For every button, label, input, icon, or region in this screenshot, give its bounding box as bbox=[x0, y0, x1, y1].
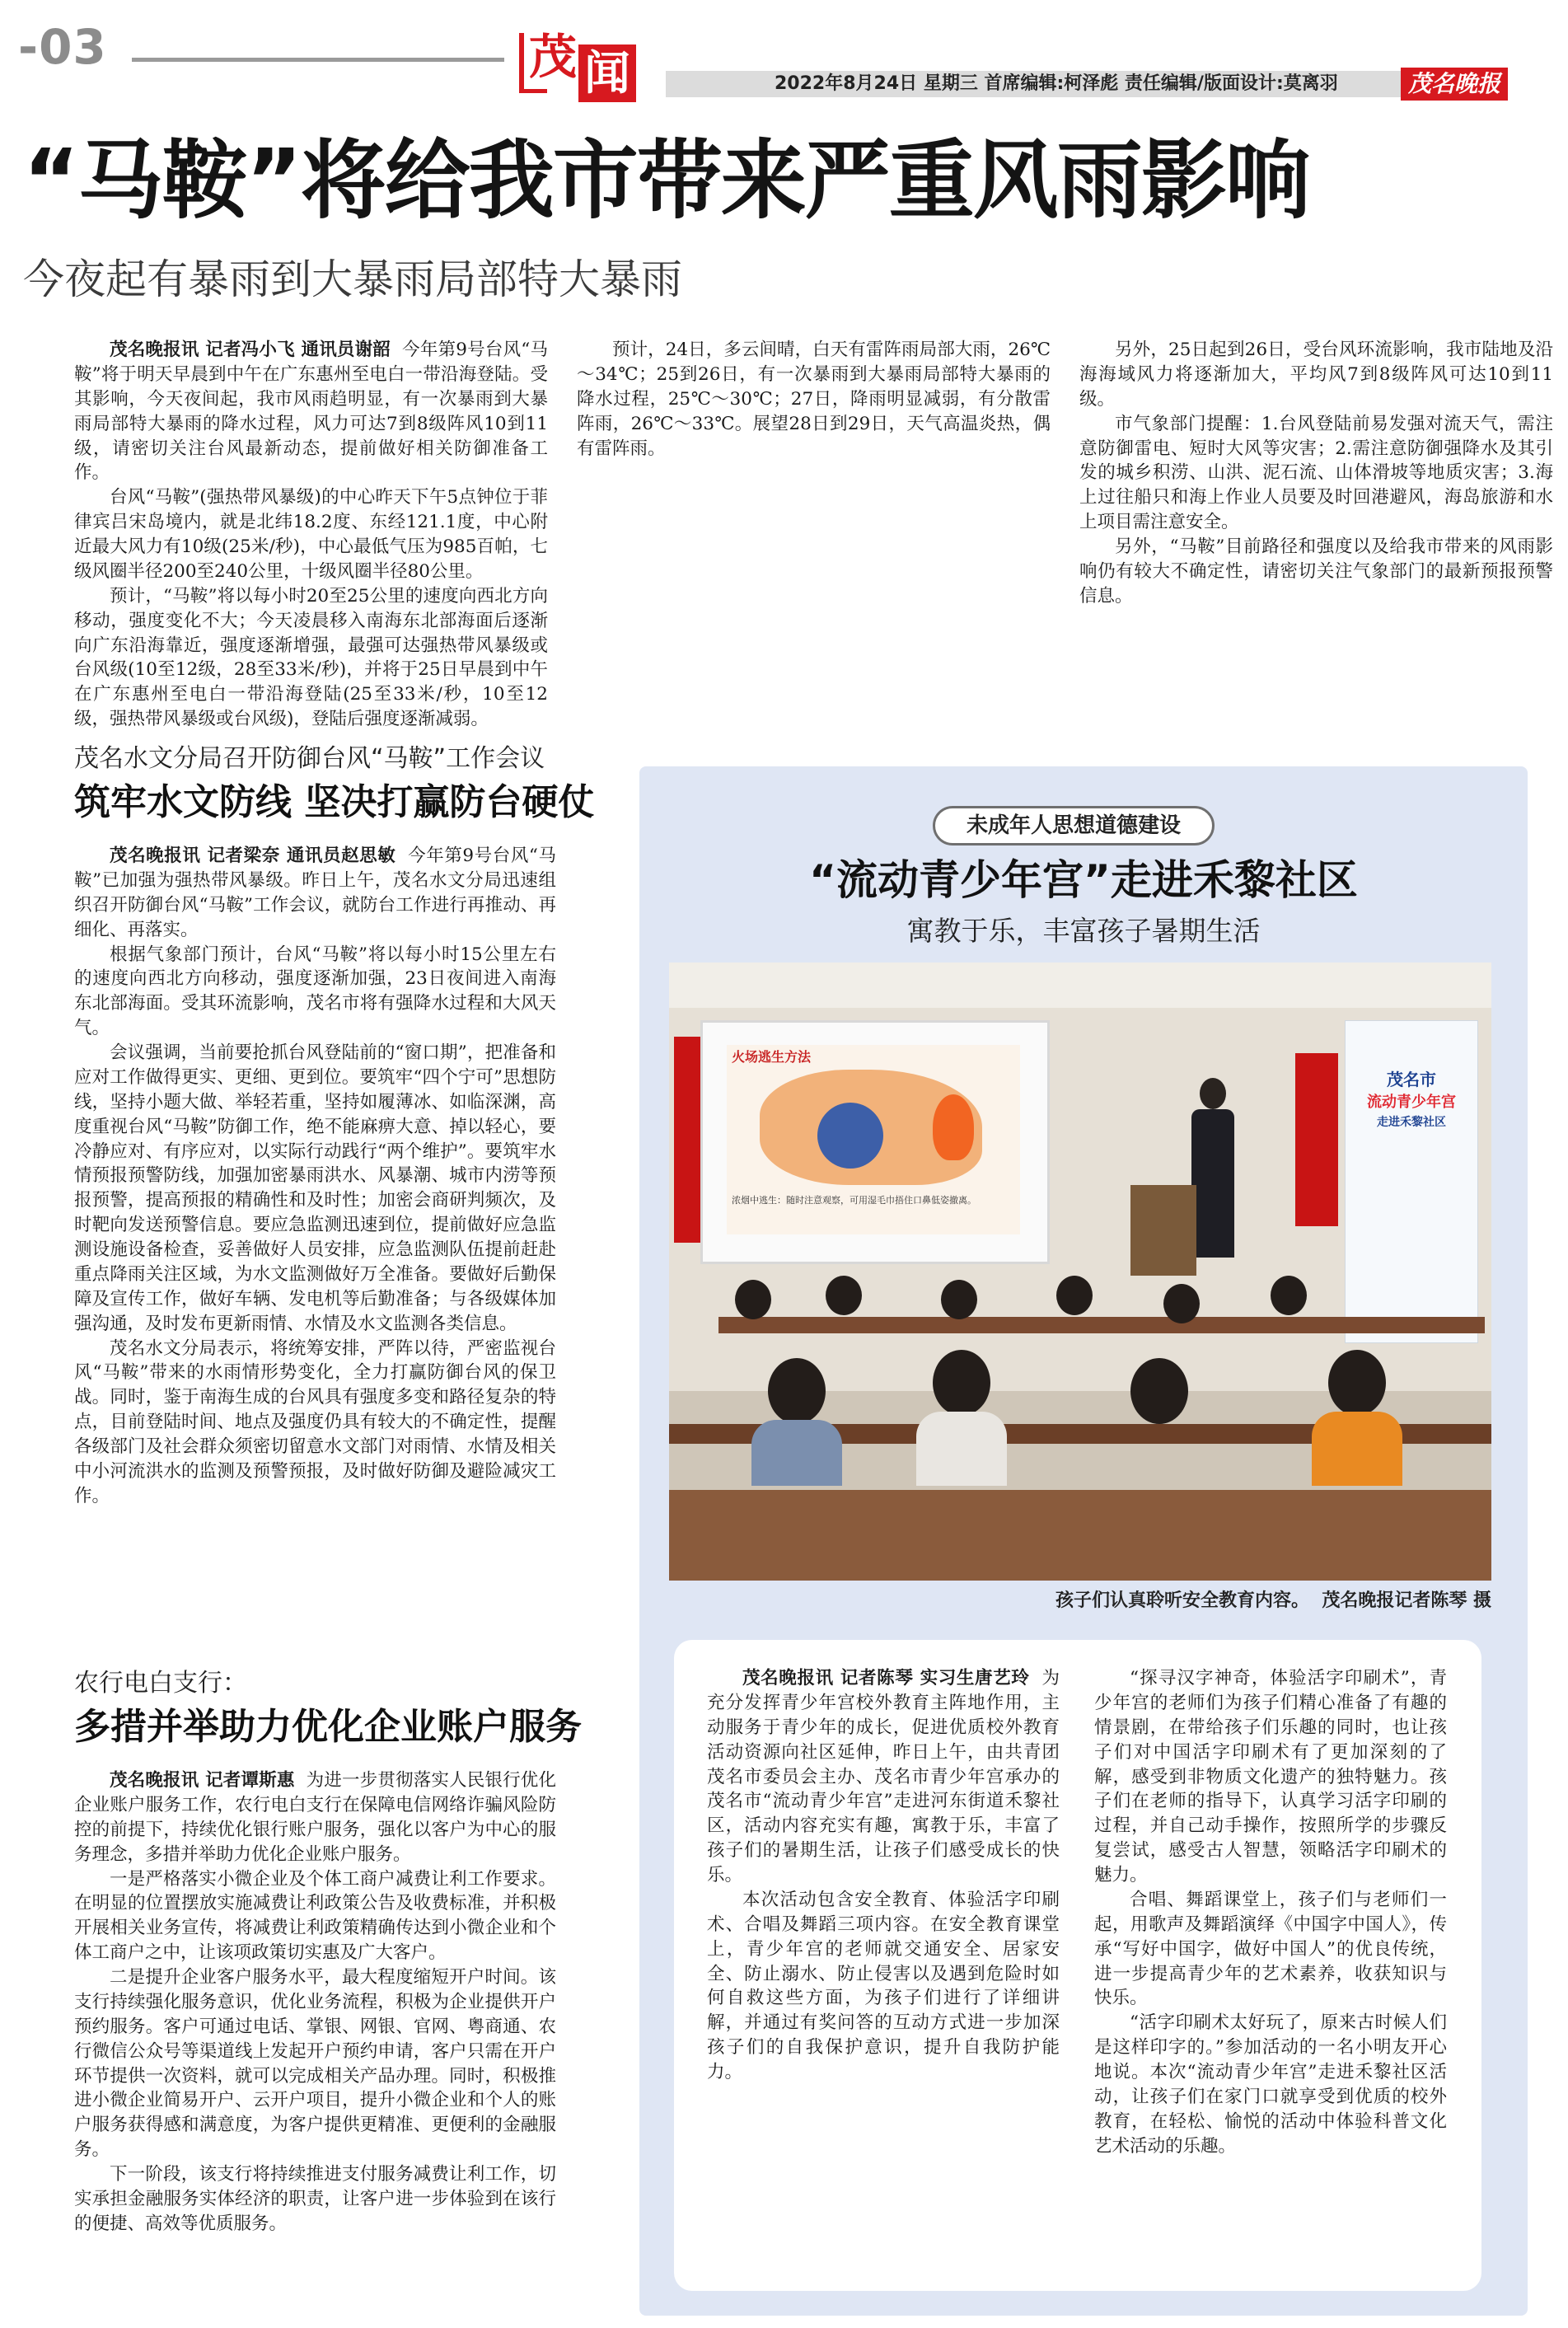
feature-para-4: 合唱、舞蹈课堂上，孩子们与老师们一起，用歌声及舞蹈演绎《中国字中国人》，传承“写好中国字，做好中国人”的优良传统，进一步提高青少年的艺术素养，收获知识与快乐。 bbox=[1094, 1889, 1447, 2009]
section-mark-corner bbox=[519, 33, 524, 92]
story2-headline: 筑牢水文防线 坚决打赢防台硬仗 bbox=[74, 781, 595, 823]
story2-para-3: 会议强调，当前要抢抓台风登陆前的“窗口期”，把准备和应对工作做得更实、更细、更到位。要筑牢“四个宁可”思想防线，坚持小题大做、举轻若重，坚持如履薄冰、如临深渊，高度重视台风“马鞍”防御工作，绝不能麻痹大意、掉以轻心，要冷静应对、有序应对，以实际行动践行“两个维护”。要筑牢水情预报预警防线，加强加密暴雨洪水、风暴潮、城市内涝等预报预警，提高预报的精确性和及时性；加密会商研判频次，及时靶向发送预警信息。要应急监测迅速到位，提前做好应急监测设施设备检查，妥善做好人员安排，应急监测队伍提前赶赴重点降雨关注区域，为水文监测做好万全准备。要做好后勤保障及宣传工作，做好车辆、发电机等后勤准备；与各级媒体加强沟通，及时发布更新雨情、水情及水文监测各类信息。 bbox=[74, 1042, 556, 1334]
podium bbox=[1130, 1185, 1196, 1276]
story3-kicker: 农行电白支行： bbox=[74, 1669, 247, 1698]
teacher-head bbox=[1200, 1078, 1226, 1109]
main-para-7: 另外，“马鞍”目前路径和强度以及给我市带来的风雨影响仍有较大不确定性，请密切关注气象部门的最新预报预警信息。 bbox=[1079, 536, 1553, 607]
main-byline: 茂名晚报讯 记者冯小飞 通讯员谢韶 bbox=[110, 340, 391, 360]
story2-body bbox=[74, 844, 556, 1509]
story3-para-2: 一是严格落实小微企业及个体工商户减费让利工作要求。在明显的位置摆放实施减费让利政策公告及收费标准，并积极开展相关业务宣传，将减费让利政策精确传达到小微企业和个体工商户之中，让该项政策切实惠及广大客户。 bbox=[74, 1868, 556, 1964]
feature-subhead: 寓教于乐，丰富孩子暑期生活 bbox=[906, 915, 1261, 947]
feature-tag: 未成年人思想道德建设 bbox=[933, 806, 1215, 845]
banner-line-3: 走进禾黎社区 bbox=[1377, 1116, 1446, 1129]
teacher-body bbox=[1191, 1109, 1234, 1258]
feature-para-2: 本次活动包含安全教育、体验活字印刷术、合唱及舞蹈三项内容。在安全教育课堂上，青少年宫的老师就交通安全、居家安全、防止溺水、防止侵害以及遇到危险时如何自救这些方面，为孩子们进行了详细讲解，并通过有奖问答的互动方式进一步加深孩子们的自我保护意识，提升自我防护能力。 bbox=[707, 1889, 1060, 2082]
feature-para-5: “活字印刷术太好玩了，原来古时候人们是这样印字的。”参加活动的一名小明友开心地说。本次“流动青少年宫”走进禾黎社区活动，让孩子们在家门口就享受到优质的校外教育，在轻松、愉悦的活动中体验科普文化艺术活动的乐趣。 bbox=[1094, 2012, 1447, 2157]
flag-right-icon bbox=[1295, 1053, 1338, 1226]
story3-body bbox=[74, 1768, 556, 2237]
child-8 bbox=[933, 1350, 990, 1416]
child-6 bbox=[1271, 1276, 1307, 1315]
roll-up-banner bbox=[1345, 1020, 1478, 1343]
child-1 bbox=[735, 1280, 771, 1319]
child-5 bbox=[1163, 1284, 1200, 1323]
banner-line-1: 茂名市 bbox=[1387, 1070, 1436, 1089]
section-mark-corner-bottom bbox=[519, 89, 547, 93]
story2-para-4: 茂名水文分局表示，将统筹安排，严阵以待，严密监视台风“马鞍”带来的水雨情形势变化，全力打赢防御台风的保卫战。同时，鉴于南海生成的台风具有强度多变和路径复杂的特点，目前登陆时间、地点及强度仍具有较大的不确定性，提醒各级部门及社会群众须密切留意水文部门对雨情、水情及相关中小河流洪水的监测及预警预报，及时做好防御及避险减灾工作。 bbox=[74, 1337, 556, 1506]
feature-byline: 茂名晚报讯 记者陈琴 实习生唐艺玲 bbox=[742, 1668, 1030, 1689]
photo-caption: 孩子们认真聆听安全教育内容。 茂名晚报记者陈琴 摄 bbox=[1055, 1590, 1491, 1611]
child-shirt-1 bbox=[916, 1412, 1007, 1486]
slide-flame-icon bbox=[933, 1094, 974, 1160]
child-7 bbox=[768, 1358, 826, 1424]
desk-row-1 bbox=[718, 1317, 1485, 1333]
child-2 bbox=[826, 1276, 862, 1315]
paper-logo: 茂名晚报 bbox=[1401, 68, 1508, 101]
section-char-2: 闻 bbox=[578, 44, 636, 102]
child-10 bbox=[1328, 1350, 1386, 1416]
story3-headline: 多措并举助力优化企业账户服务 bbox=[74, 1706, 582, 1748]
feature-col-1 bbox=[707, 1666, 1060, 2085]
banner-line-2: 流动青少年宫 bbox=[1367, 1094, 1456, 1111]
main-para-6: 市气象部门提醒：1.台风登陆前易发强对流天气，需注意防御雷电、短时大风等灾害；2.需注意防御强降水及其引发的城乡积涝、山洪、泥石流、山体滑坡等地质灾害；3.海上过往船只和海上作业人员要及时回港避风，海岛旅游和水上项目需注意安全。 bbox=[1079, 413, 1553, 533]
main-para-1: 茂名晚报讯 记者冯小飞 通讯员谢韶 今年第9号台风“马鞍”将于明天早晨到中午在广东惠州至电白一带沿海登陆。受其影响，今天夜间起，我市风雨趋明显，有一次暴雨到大暴雨局部特大暴雨的降水过程，风力可达7到8级阵风10到11级，请密切关注台风最新动态，提前做好相关防御准备工作。 bbox=[74, 340, 548, 484]
story3-para-3: 二是提升企业客户服务水平，最大程度缩短开户时间。该支行持续强化服务意识，优化业务流程，积极为企业提供开户预约服务。客户可通过电话、掌银、网银、官网、粤商通、农行微信公众号等渠道线上发起开户预约申请，客户只需在开户环节提供一次资料，就可以完成相关产品办理。同时，积极推进小微企业简易开户、云开户项目，提升小微企业和个人的账户服务获得感和满意度，为客户提供更精准、更便利的金融服务。 bbox=[74, 1967, 556, 2161]
child-shirt-2 bbox=[1312, 1412, 1402, 1486]
slide-area bbox=[727, 1045, 1020, 1234]
story3-para-1: 茂名晚报讯 记者谭斯惠 为进一步贯彻落实人民银行优化企业账户服务工作，农行电白支行在保障电信网络诈骗风险防控的前提下，持续优化银行账户服务，强化以客户为中心的服务理念，多措并举助力优化企业账户服务。 bbox=[74, 1770, 556, 1865]
story2-para-2: 根据气象部门预计，台风“马鞍”将以每小时15公里左右的速度向西北方向移动，强度逐渐加强，23日夜间进入南海东北部海面。受其环流影响，茂名市将有强降水过程和大风天气。 bbox=[74, 944, 556, 1039]
story3-para-4: 下一阶段，该支行将持续推进支付服务减费让利工作，切实承担金融服务实体经济的职责，让客户进一步体验到在该行的便捷、高效等优质服务。 bbox=[74, 2164, 556, 2234]
feature-para-3: “探寻汉字神奇，体验活字印刷术”，青少年宫的老师们为孩子们精心准备了有趣的情景剧，在带给孩子们乐趣的同时，也让孩子们对中国活字印刷术有了更加深刻的了解，感受到非物质文化遗产的独特魅力。孩子们在老师的指导下，认真学习活字印刷的过程，并自己动手操作，按照所学的步骤反复尝试，感受古人智慧，领略活字印刷术的魅力。 bbox=[1094, 1668, 1447, 1885]
main-col-2 bbox=[577, 338, 1051, 461]
story2-byline: 茂名晚报讯 记者梁奈 通讯员赵思敏 bbox=[110, 845, 396, 866]
slide-title: 火场逃生方法 bbox=[732, 1049, 812, 1065]
slide-figure-icon bbox=[817, 1103, 883, 1169]
child-shirt-3 bbox=[751, 1420, 842, 1486]
main-para-3: 预计，“马鞍”将以每小时20至25公里的速度向西北方向移动，强度变化不大；今天凌晨移入南海东北部海面后逐渐向广东沿海靠近，强度逐渐增强，最强可达强热带风暴级或台风级(10至12级，28至33米/秒)，并将于25日早晨到中午在广东惠州至电白一带沿海登陆(25至33米/秒，10至12级，强热带风暴级或台风级)，登陆后强度逐渐减弱。 bbox=[74, 585, 548, 730]
main-subhead: 今夜起有暴雨到大暴雨局部特大暴雨 bbox=[23, 255, 682, 303]
masthead-rule bbox=[132, 58, 504, 62]
story2-para-1: 茂名晚报讯 记者梁奈 通讯员赵思敏 今年第9号台风“马鞍”已加强为强热带风暴级。昨日上午，茂名水文分局迅速组织召开防御台风“马鞍”工作会议，就防台工作进行再推动、再细化、再落实。 bbox=[74, 845, 557, 940]
date-info: 2022年8月24日 星期三 首席编辑:柯泽彪 责任编辑/版面设计:莫离羽 bbox=[775, 73, 1338, 94]
main-para-2: 台风“马鞍”(强热带风暴级)的中心昨天下午5点钟位于菲律宾吕宋岛境内，就是北纬18.2度、东经121.1度，中心附近最大风力有10级(25米/秒)，中心最低气压为985百帕，七级风圈半径200至240公里，十级风圈半径80公里。 bbox=[74, 487, 548, 582]
main-para-5: 另外，25日起到26日，受台风环流影响，我市陆地及沿海海域风力将逐渐加大，平均风7到8级阵风可达10到11级。 bbox=[1079, 340, 1553, 410]
floor bbox=[669, 1490, 1491, 1581]
slide-caption: 浓烟中逃生：随时注意观察，可用湿毛巾捂住口鼻低姿撤离。 bbox=[732, 1195, 976, 1206]
child-9 bbox=[1130, 1358, 1188, 1424]
photo-ceiling bbox=[669, 963, 1491, 1008]
main-headline: “马鞍”将给我市带来严重风雨影响 bbox=[23, 130, 1309, 231]
child-3 bbox=[941, 1280, 977, 1319]
section-mark bbox=[519, 29, 651, 104]
story3-byline: 茂名晚报讯 记者谭斯惠 bbox=[110, 1770, 295, 1791]
feature-col-2 bbox=[1094, 1666, 1447, 2159]
feature-photo bbox=[669, 963, 1491, 1581]
feature-headline: “流动青少年宫”走进禾黎社区 bbox=[809, 856, 1358, 904]
main-col-1 bbox=[74, 338, 548, 732]
main-para-4: 预计，24日，多云间晴，白天有雷阵雨局部大雨，26℃～34℃；25到26日，有一次暴雨到大暴雨局部特大暴雨的降水过程，25℃～30℃；27日，降雨明显减弱，有分散雷阵雨，26℃～33℃。展望28日到29日，天气高温炎热，偶有雷阵雨。 bbox=[577, 340, 1051, 459]
main-col-3 bbox=[1079, 338, 1553, 609]
story2-kicker: 茂名水文分局召开防御台风“马鞍”工作会议 bbox=[74, 744, 545, 773]
page-number: -03 bbox=[18, 19, 107, 75]
section-char-1: 茂 bbox=[529, 29, 578, 85]
child-4 bbox=[1056, 1276, 1093, 1315]
feature-para-1: 茂名晚报讯 记者陈琴 实习生唐艺玲 为充分发挥青少年宫校外教育主阵地作用，主动服务于青少年的成长，促进优质校外教育活动资源向社区延伸，昨日上午，由共青团茂名市委员会主办、茂名市青少年宫承办的茂名市“流动青少年宫”走进河东街道禾黎社区，活动内容充实有趣，寓教于乐，丰富了孩子们的暑期生活，让孩子们感受成长的快乐。 bbox=[707, 1668, 1060, 1885]
